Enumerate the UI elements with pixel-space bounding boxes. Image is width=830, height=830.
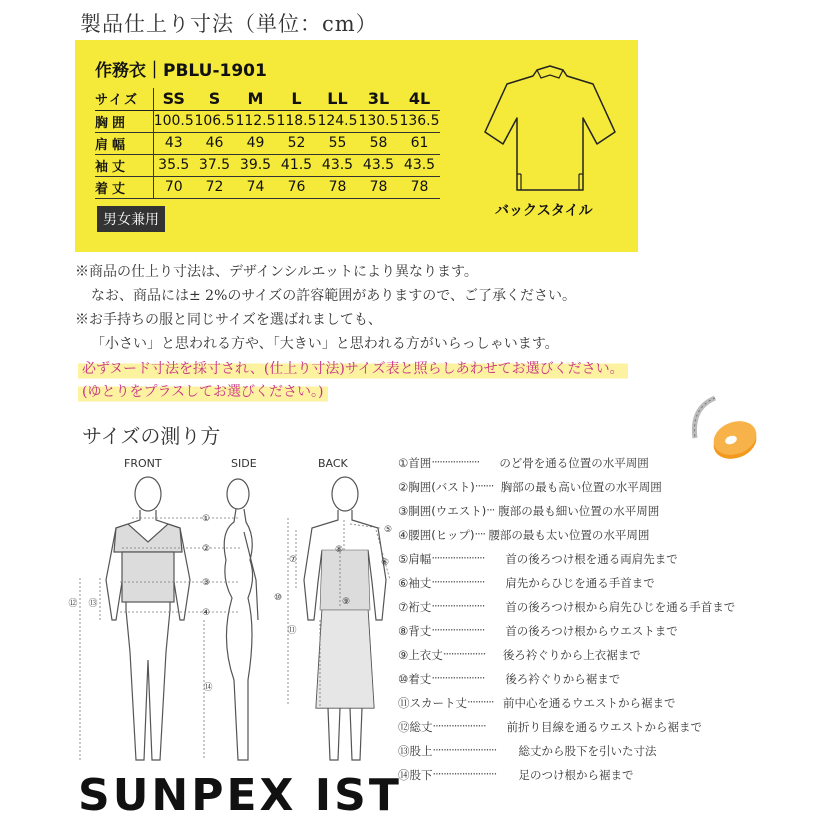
table-row: [95, 132, 440, 154]
measurement-desc: 腰部の最も太い位置の水平周囲: [488, 528, 650, 542]
measurement-label: ⑭股下: [398, 768, 433, 782]
view-label-front: FRONT: [124, 457, 162, 470]
measurement-label: ③胴囲(ウエスト): [398, 504, 487, 518]
highlight-line: (ゆとりをプラスしてお選びください。): [78, 381, 328, 404]
figure-marker: ③: [201, 578, 211, 588]
size-header-row: [95, 88, 440, 110]
figure-marker: ⑬: [88, 599, 98, 609]
note-line: ※商品の仕上り寸法は、デザインシルエットにより異なります。: [75, 264, 478, 280]
list-item: ④腰囲(ヒップ) ···· 腰部の最も太い位置の水平周囲: [398, 527, 649, 547]
figure-marker: ⑦: [288, 555, 298, 565]
list-item: ③胴囲(ウエスト) ··· 腹部の最も細い位置の水平周囲: [398, 503, 659, 523]
table-cell: 70: [153, 176, 194, 198]
figure-marker: ②: [201, 544, 211, 554]
table-cell: 72: [194, 176, 235, 198]
table-cell: 41.5: [276, 154, 317, 176]
figure-marker: ⑩: [273, 593, 283, 603]
garment-back-illustration: [475, 62, 625, 202]
table-cell: 52: [276, 132, 317, 154]
size-chart-panel: [75, 40, 638, 252]
measurement-desc: 胸部の最も高い位置の水平周囲: [500, 480, 662, 494]
size-table: [95, 88, 440, 199]
size-4l: 4L: [399, 88, 440, 110]
list-item: ①首囲 ·················· のど骨を通る位置の水平周囲: [398, 455, 649, 475]
table-cell: 43: [153, 132, 194, 154]
list-item: ⑨上衣丈 ················ 後ろ衿ぐりから上衣裾まで: [398, 647, 641, 667]
notes-block: [75, 260, 576, 356]
table-cell: 136.5: [399, 110, 440, 132]
figure-marker: ⑤: [383, 525, 393, 535]
measurement-label: ⑪スカート丈: [398, 696, 467, 710]
list-item: ⑪スカート丈 ·········· 前中心を通るウエストから裾まで: [398, 695, 676, 715]
measuring-tape-icon: [685, 390, 765, 470]
table-cell: 78: [317, 176, 358, 198]
measurement-desc: 後ろ衿ぐりから裾まで: [505, 672, 621, 686]
list-item: ⑬股上 ························ 総丈から股下を引いた寸法: [398, 743, 657, 763]
measurement-desc: のど骨を通る位置の水平周囲: [499, 456, 649, 470]
table-cell: 39.5: [235, 154, 276, 176]
measurement-desc: 前中心を通るウエストから裾まで: [503, 696, 676, 710]
measurement-desc: 首の後ろつけ根からウエストまで: [505, 624, 678, 638]
unisex-badge: 男女兼用: [97, 206, 165, 232]
measurement-label: ⑫総丈: [398, 720, 433, 734]
measurement-label: ⑤肩幅: [398, 552, 432, 566]
table-row: [95, 154, 440, 176]
table-cell: 37.5: [194, 154, 235, 176]
list-item: ⑤肩幅 ···················· 首の後ろつけ根を通る両肩先まで: [398, 551, 678, 571]
measurement-label: ⑩着丈: [398, 672, 432, 686]
highlight-notes: [78, 358, 628, 404]
size-header-label: サイズ: [95, 88, 153, 110]
measurement-label: ⑬股上: [398, 744, 433, 758]
table-cell: 55: [317, 132, 358, 154]
product-name: 作務衣｜PBLU-1901: [95, 61, 267, 81]
size-s: S: [194, 88, 235, 110]
measurement-desc: 腹部の最も細い位置の水平周囲: [498, 504, 660, 518]
measurement-desc: 肩先からひじを通る手首まで: [505, 576, 655, 590]
table-cell: 106.5: [194, 110, 235, 132]
table-cell: 78: [358, 176, 399, 198]
measurement-desc: 首の後ろつけ根を通る両肩先まで: [505, 552, 678, 566]
table-cell: 43.5: [358, 154, 399, 176]
row-label-length: 着丈: [95, 176, 153, 198]
table-cell: 43.5: [399, 154, 440, 176]
measurement-label: ④腰囲(ヒップ): [398, 528, 475, 542]
measurement-desc: 前折り目線を通るウエストから裾まで: [506, 720, 702, 734]
figure-marker: ⑥: [380, 558, 390, 568]
size-m: M: [235, 88, 276, 110]
measurement-label: ⑨上衣丈: [398, 648, 443, 662]
list-item: ⑫総丈 ···················· 前折り目線を通るウエストから裾まで: [398, 719, 702, 739]
figure-marker: ⑫: [68, 599, 78, 609]
row-label-chest: 胸囲: [95, 110, 153, 132]
measurement-label: ②胸囲(バスト): [398, 480, 475, 494]
table-cell: 74: [235, 176, 276, 198]
table-cell: 112.5: [235, 110, 276, 132]
table-cell: 76: [276, 176, 317, 198]
note-line: 「小さい」と思われる方や、「大きい」と思われる方がいらっしゃいます。: [91, 336, 559, 352]
measurement-desc: 総丈から股下を引いた寸法: [518, 744, 657, 758]
table-cell: 78: [399, 176, 440, 198]
list-item: ⑦裄丈 ···················· 首の後ろつけ根から肩先ひじを通る手首まで: [398, 599, 735, 619]
table-row: [95, 110, 440, 132]
view-label-back: BACK: [318, 457, 348, 470]
table-cell: 58: [358, 132, 399, 154]
size-ss: SS: [153, 88, 194, 110]
measurement-label: ⑥袖丈: [398, 576, 432, 590]
note-line: なお、商品には± 2%のサイズの許容範囲がありますので、ご了承ください。: [91, 288, 576, 304]
back-style-label: バックスタイル: [495, 203, 593, 219]
note-line: ※お手持ちの服と同じサイズを選ばれましても、: [75, 312, 382, 328]
body-figures-illustration: [60, 470, 400, 770]
list-item: ⑭股下 ························ 足のつけ根から裾まで: [398, 767, 634, 787]
list-item: ⑧背丈 ···················· 首の後ろつけ根からウエストまで: [398, 623, 678, 643]
table-cell: 100.5: [153, 110, 194, 132]
measurement-label: ⑧背丈: [398, 624, 432, 638]
list-item: ②胸囲(バスト) ······· 胸部の最も高い位置の水平周囲: [398, 479, 662, 499]
measurement-desc: 後ろ衿ぐりから上衣裾まで: [502, 648, 641, 662]
table-row: [95, 176, 440, 198]
figure-marker: ⑭: [203, 683, 213, 693]
table-cell: 124.5: [317, 110, 358, 132]
figure-marker: ⑪: [287, 626, 297, 636]
measurement-desc: 足のつけ根から裾まで: [518, 768, 634, 782]
measurement-label: ①首囲: [398, 456, 432, 470]
figure-marker: ⑨: [341, 597, 351, 607]
row-label-shoulder: 肩幅: [95, 132, 153, 154]
table-cell: 43.5: [317, 154, 358, 176]
row-label-sleeve: 袖丈: [95, 154, 153, 176]
list-item: ⑥袖丈 ···················· 肩先からひじを通る手首まで: [398, 575, 655, 595]
view-label-side: SIDE: [231, 457, 257, 470]
table-cell: 35.5: [153, 154, 194, 176]
table-cell: 49: [235, 132, 276, 154]
highlight-line: 必ずヌード寸法を採寸され、(仕上り寸法)サイズ表と照らしあわせてお選びください。: [78, 358, 628, 381]
measurement-section-title: サイズの測り方: [82, 424, 221, 448]
size-ll: LL: [317, 88, 358, 110]
figure-marker: ①: [201, 514, 211, 524]
size-3l: 3L: [358, 88, 399, 110]
table-cell: 130.5: [358, 110, 399, 132]
table-cell: 46: [194, 132, 235, 154]
brand-logo: SUNPEX IST: [78, 770, 402, 821]
list-item: ⑩着丈 ···················· 後ろ衿ぐりから裾まで: [398, 671, 620, 691]
measurement-label: ⑦裄丈: [398, 600, 432, 614]
page-title: 製品仕上り寸法（単位：cm）: [80, 12, 378, 36]
figure-marker: ④: [201, 608, 211, 618]
figure-marker: ⑧: [334, 545, 344, 555]
table-cell: 61: [399, 132, 440, 154]
size-l: L: [276, 88, 317, 110]
measurement-desc: 首の後ろつけ根から肩先ひじを通る手首まで: [505, 600, 736, 614]
table-cell: 118.5: [276, 110, 317, 132]
